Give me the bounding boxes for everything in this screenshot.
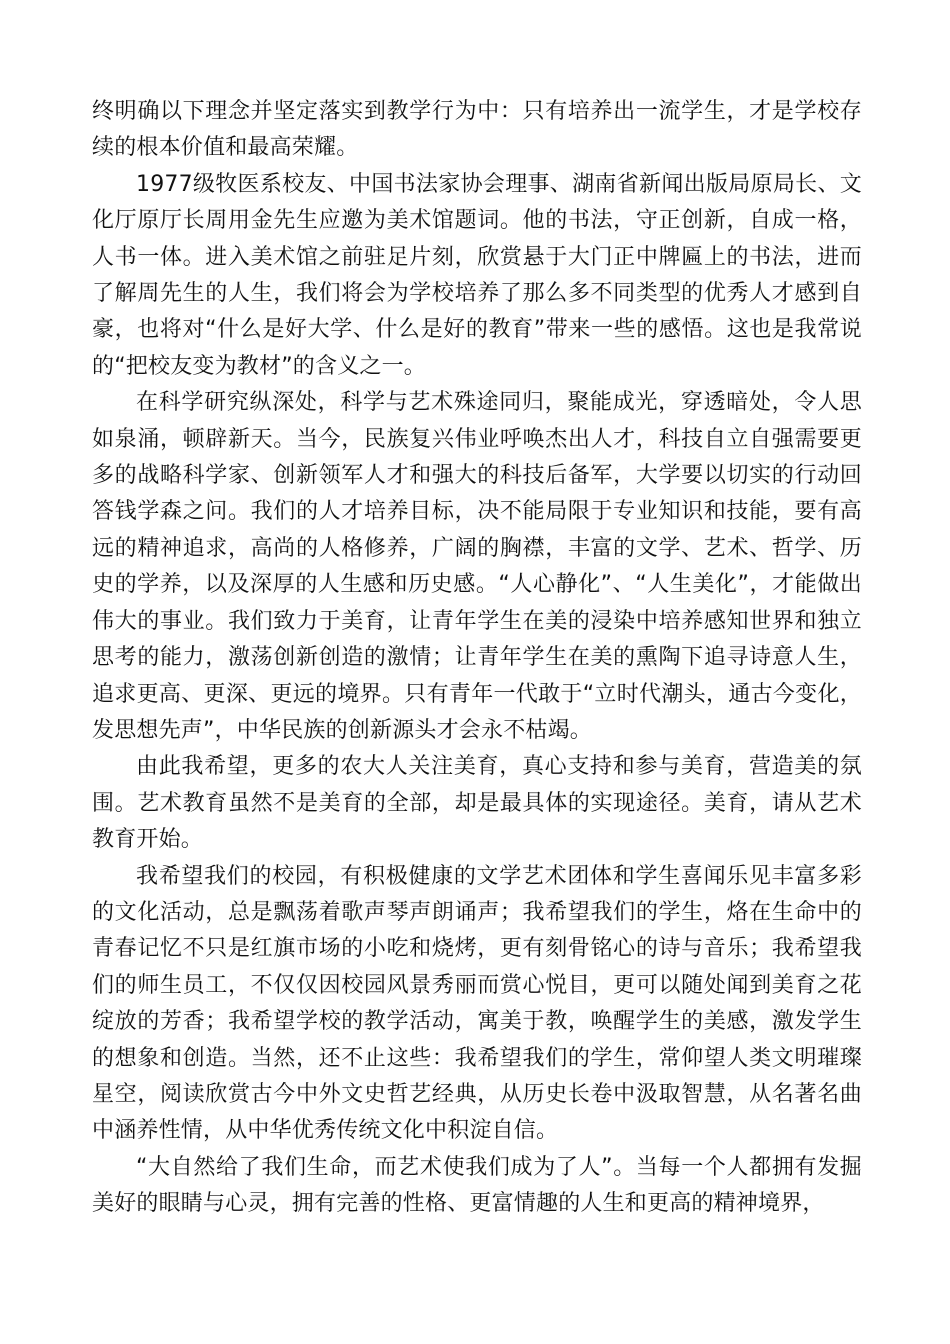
paragraph-nature-art: “大自然给了我们生命，而艺术使我们成为了人”。当每一个人都拥有发掘美好的眼睛与心灵，拥有完善的性格、更富情趣的人生和更高的精神境界， [92, 1154, 862, 1217]
paragraph-science-art: 在科学研究纵深处，科学与艺术殊途同归，聚能成光，穿透暗处，令人思如泉涌，顿辟新天。当今，民族复兴伟业呼唤杰出人才，科技自立自强需要更多的战略科学家、创新领军人才和强大的科技后备军，大学要以切实的行动回答钱学森之问。我们的人才培养目标，决不能局限于专业知识和技能，要有高远的精神追求，高尚的人格修养，广阔的胸襟，丰富的文学、艺术、哲学、历史的学养，以及深厚的人生感和历史感。“人心静化”、“人生美化”，才能做出伟大的事业。我们致力于美育，让青年学生在美的浸染中培养感知世界和独立思考的能力，激荡创新创造的激情；让青年学生在美的熏陶下追寻诗意人生，追求更高、更深、更远的境界。只有青年一代敢于“立时代潮头，通古今变化，发思想先声”，中华民族的创新源头才会永不枯竭。 [92, 390, 862, 743]
paragraph-hope-aesthetic-education: 由此我希望，更多的农大人关注美育，真心支持和参与美育，营造美的氛围。艺术教育虽然不是美育的全部，却是最具体的实现途径。美育，请从艺术教育开始。 [92, 754, 862, 853]
paragraph-continuation: 终明确以下理念并坚定落实到教学行为中：只有培养出一流学生，才是学校存续的根本价值和最高荣耀。 [92, 99, 862, 161]
paragraph-calligraphy: 1977级牧医系校友、中国书法家协会理事、湖南省新闻出版局原局长、文化厅原厅长周用金先生应邀为美术馆题词。他的书法，守正创新，自成一格，人书一体。进入美术馆之前驻足片刻，欣赏悬于大门正中牌匾上的书法，进而了解周先生的人生，我们将会为学校培养了那么多不同类型的优秀人才感到自豪，也将对“什么是好大学、什么是好的教育”带来一些的感悟。这也是我常说的“把校友变为教材”的含义之一。 [92, 171, 862, 379]
document-body [92, 94, 862, 1223]
paragraph-campus-hopes: 我希望我们的校园，有积极健康的文学艺术团体和学生喜闻乐见丰富多彩的文化活动，总是飘荡着歌声琴声朗诵声；我希望我们的学生，烙在生命中的青春记忆不只是红旗市场的小吃和烧烤，更有刻骨铭心的诗与音乐；我希望我们的师生员工，不仅仅因校园风景秀丽而赏心悦目，更可以随处闻到美育之花绽放的芳香；我希望学校的教学活动，寓美于教，唤醒学生的美感，激发学生的想象和创造。当然，还不止这些：我希望我们的学生，常仰望人类文明璀璨星空，阅读欣赏古今中外文史哲艺经典，从历史长卷中汲取智慧，从名著名曲中涵养性情，从中华优秀传统文化中积淀自信。 [92, 863, 862, 1144]
